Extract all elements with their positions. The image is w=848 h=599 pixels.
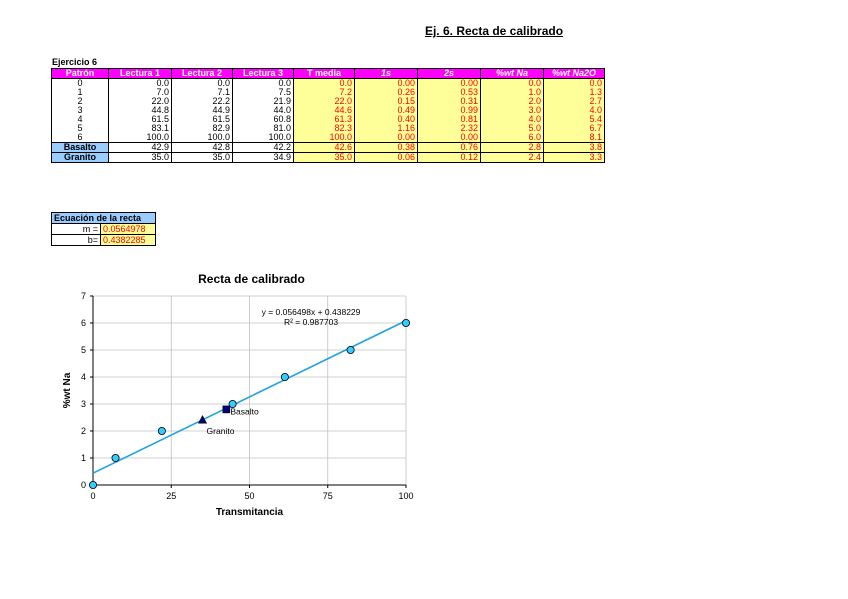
x-tick-label: 100	[398, 491, 414, 501]
table-cell: 5.4	[544, 115, 605, 124]
table-cell: 22.0	[294, 97, 355, 106]
table-cell: 44.0	[233, 106, 294, 115]
table-cell: 3.8	[544, 143, 605, 153]
column-header: 1s	[355, 69, 418, 79]
row-label: Granito	[52, 153, 109, 163]
column-header: 2s	[418, 69, 481, 79]
m-value: 0.0564978	[101, 224, 156, 235]
table-cell: 0.81	[418, 115, 481, 124]
sample-point-basalto	[223, 406, 230, 413]
y-tick-label: 7	[80, 291, 86, 301]
table-cell: 44.6	[294, 106, 355, 115]
table-cell: 100.0	[172, 133, 233, 143]
table-cell: 7.5	[233, 88, 294, 97]
table-cell: 61.5	[172, 115, 233, 124]
table-cell: 100.0	[109, 133, 172, 143]
data-point	[347, 346, 354, 353]
data-point	[89, 481, 96, 488]
table-cell: 42.9	[109, 143, 172, 153]
column-header: Lectura 1	[109, 69, 172, 79]
table-cell: 22.2	[172, 97, 233, 106]
table-cell: 60.8	[233, 115, 294, 124]
trendline-r2: R² = 0.987703	[283, 317, 339, 327]
x-tick-label: 50	[244, 491, 255, 501]
table-cell: 3.3	[544, 153, 605, 163]
table-cell: 82.9	[172, 124, 233, 133]
data-point	[158, 427, 165, 434]
table-cell: 34.9	[233, 153, 294, 163]
table-cell: 0.06	[355, 153, 418, 163]
row-label: 3	[52, 106, 109, 115]
table-cell: 100.0	[233, 133, 294, 143]
table-cell: 42.6	[294, 143, 355, 153]
table-cell: 81.0	[233, 124, 294, 133]
data-point	[281, 373, 288, 380]
page-title: Ej. 6. Recta de calibrado	[424, 24, 564, 38]
column-header: T media	[294, 69, 355, 79]
table-cell: 0.31	[418, 97, 481, 106]
table-cell: 42.2	[233, 143, 294, 153]
row-label: 1	[52, 88, 109, 97]
table-cell: 0.0	[109, 79, 172, 89]
table-cell: 0.38	[355, 143, 418, 153]
table-cell: 0.40	[355, 115, 418, 124]
table-cell: 0.0	[233, 79, 294, 89]
table-cell: 0.0	[172, 79, 233, 89]
table-cell: 8.1	[544, 133, 605, 143]
trendline-equation: y = 0.056498x + 0.438229	[261, 307, 361, 317]
table-cell: 1.3	[544, 88, 605, 97]
y-tick-label: 3	[80, 399, 86, 409]
table-cell: 22.0	[109, 97, 172, 106]
sample-label: Granito	[206, 426, 235, 437]
y-tick-label: 4	[80, 372, 86, 382]
column-header: Lectura 3	[233, 69, 294, 79]
sample-point-granito	[199, 416, 207, 424]
table-cell: 0.15	[355, 97, 418, 106]
table-cell: 0.00	[418, 133, 481, 143]
table-cell: 0.0	[294, 79, 355, 89]
table-cell: 35.0	[109, 153, 172, 163]
y-tick-label: 5	[80, 345, 86, 355]
column-header: %wt Na2O	[544, 69, 605, 79]
table-cell: 7.0	[109, 88, 172, 97]
y-tick-label: 1	[80, 453, 86, 463]
table-cell: 4.0	[481, 115, 544, 124]
table-cell: 0.0	[544, 79, 605, 89]
table-cell: 2.32	[418, 124, 481, 133]
table-cell: 4.0	[544, 106, 605, 115]
x-axis-label: Transmitancia	[215, 507, 284, 518]
table-cell: 2.7	[544, 97, 605, 106]
table-cell: 0.0	[481, 79, 544, 89]
b-label: b=	[52, 235, 101, 246]
table-cell: 0.00	[418, 79, 481, 89]
column-header: Patrón	[52, 69, 109, 79]
column-header: %wt Na	[481, 69, 544, 79]
row-label: 2	[52, 97, 109, 106]
table-cell: 2.0	[481, 97, 544, 106]
table-cell: 0.49	[355, 106, 418, 115]
b-value: 0.4382285	[101, 235, 156, 246]
table-cell: 35.0	[172, 153, 233, 163]
table-cell: 7.1	[172, 88, 233, 97]
x-tick-label: 75	[322, 491, 333, 501]
y-axis-label: %wt Na	[62, 372, 73, 409]
data-point	[112, 454, 119, 461]
table-cell: 6.0	[481, 133, 544, 143]
sample-label: Basalto	[230, 406, 259, 417]
table-cell: 44.9	[172, 106, 233, 115]
table-cell: 61.5	[109, 115, 172, 124]
table-cell: 100.0	[294, 133, 355, 143]
table-cell: 0.53	[418, 88, 481, 97]
table-cell: 3.0	[481, 106, 544, 115]
table-cell: 2.4	[481, 153, 544, 163]
equation-header: Ecuación de la recta	[52, 213, 156, 224]
y-tick-label: 2	[80, 426, 86, 436]
row-label: 4	[52, 115, 109, 124]
table-cell: 35.0	[294, 153, 355, 163]
table-cell: 42.8	[172, 143, 233, 153]
chart-title: Recta de calibrado	[198, 272, 305, 286]
table-cell: 21.9	[233, 97, 294, 106]
table-cell: 82.3	[294, 124, 355, 133]
exercise-label: Ejercicio 6	[52, 57, 98, 67]
table-cell: 0.00	[355, 79, 418, 89]
table-cell: 0.99	[418, 106, 481, 115]
m-label: m =	[52, 224, 101, 235]
column-header: Lectura 2	[172, 69, 233, 79]
row-label: 6	[52, 133, 109, 143]
table-cell: 0.12	[418, 153, 481, 163]
x-tick-label: 0	[90, 491, 96, 501]
x-tick-label: 25	[166, 491, 177, 501]
table-cell: 1.16	[355, 124, 418, 133]
table-cell: 0.76	[418, 143, 481, 153]
table-cell: 0.26	[355, 88, 418, 97]
table-cell: 5.0	[481, 124, 544, 133]
table-cell: 83.1	[109, 124, 172, 133]
table-cell: 2.8	[481, 143, 544, 153]
table-cell: 6.7	[544, 124, 605, 133]
y-tick-label: 6	[80, 318, 86, 328]
y-tick-label: 0	[80, 480, 86, 490]
table-cell: 0.00	[355, 133, 418, 143]
table-cell: 44.8	[109, 106, 172, 115]
table-cell: 7.2	[294, 88, 355, 97]
row-label: 0	[52, 79, 109, 89]
table-cell: 61.3	[294, 115, 355, 124]
data-point	[402, 319, 409, 326]
row-label: 5	[52, 124, 109, 133]
table-cell: 1.0	[481, 88, 544, 97]
row-label: Basalto	[52, 143, 109, 153]
